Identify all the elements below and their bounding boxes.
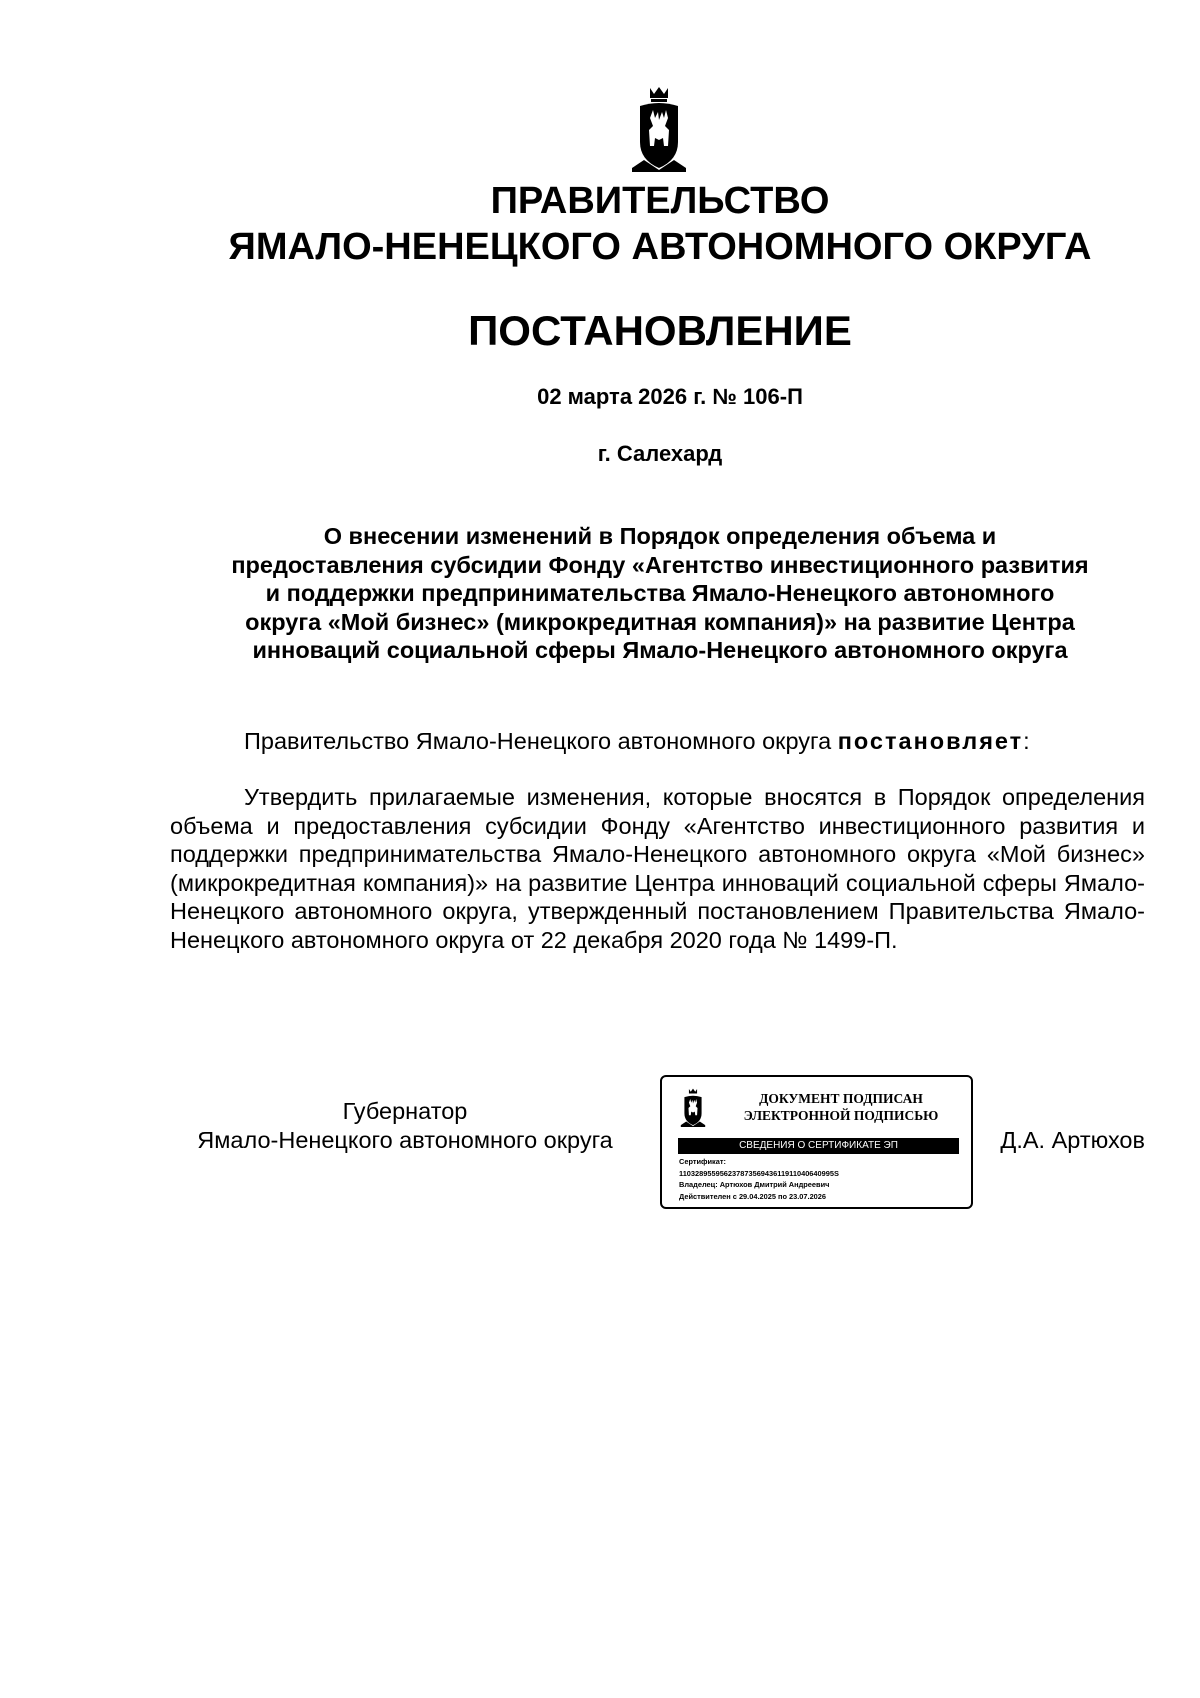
stamp-emblem-icon [679,1087,707,1129]
government-title-line2: ЯМАЛО-НЕНЕЦКОГО АВТОНОМНОГО ОКРУГА [228,226,1092,268]
document-type: ПОСТАНОВЛЕНИЕ [468,307,852,354]
resolve-prefix: Правительство Ямало-Ненецкого автономного округа [244,728,838,754]
signer-position-line2: Ямало-Ненецкого автономного округа [197,1126,613,1153]
resolve-verb: постановляет [837,728,1024,754]
subject-line: и поддержки предпринимательства Ямало-Ненецкого автономного [265,580,1055,606]
resolve-clause [170,726,1145,756]
stamp-certificate-bar: СВЕДЕНИЯ О СЕРТИФИКАТЕ ЭП [678,1138,959,1154]
stamp-validity: Действителен с 29.04.2025 по 23.07.2026 [679,1191,827,1201]
body-paragraph: Утвердить прилагаемые изменения, которые вносятся в Порядок определения объема и предоставления субсидии Фонду «Агентство инвестиционного развития и поддержки предпринимательства Ямало-Ненецкого автономного округа «Мой бизнес» (микрокредитная компания)» на развитие Центра инноваций социальной сферы Ямало-Ненецкого автономного округа, утвержденный постановлением Правительства Ямало-Ненецкого автономного округа от 22 декабря 2020 года № 1499-П. [170,784,1145,953]
document-subject [170,522,1150,665]
stamp-cert-number: 11032895595623787356943611911040640995S [679,1168,839,1178]
subject-line: инноваций социальной сферы Ямало-Ненецкого автономного округа [252,637,1068,663]
signer-position [170,1097,640,1154]
document-date-number: 02 марта 2026 г. № 106-П [537,384,803,409]
stamp-cert-label: Сертификат: [679,1157,726,1166]
coat-of-arms-emblem [628,84,690,176]
stamp-heading-line2: ЭЛЕКТРОННОЙ ПОДПИСЬЮ [743,1108,939,1123]
government-title [0,178,1200,270]
stamp-owner: Владелец: Артюхов Дмитрий Андреевич [679,1180,830,1189]
subject-line: О внесении изменений в Порядок определения объема и [323,523,997,549]
subject-line: предоставления субсидии Фонду «Агентство инвестиционного развития [231,551,1089,578]
signer-name: Д.А. Артюхов [1000,1127,1145,1153]
electronic-signature-stamp [660,1075,973,1209]
resolve-suffix: : [1023,728,1030,754]
stamp-certificate-info [679,1156,964,1202]
document-place: г. Салехард [597,441,723,466]
government-title-line1: ПРАВИТЕЛЬСТВО [490,180,830,222]
stamp-heading-line1: ДОКУМЕНТ ПОДПИСАН [759,1091,923,1106]
subject-line: округа «Мой бизнес» (микрокредитная компания)» на развитие Центра [245,608,1075,635]
stamp-heading [712,1090,970,1124]
signer-position-line1: Губернатор [342,1098,468,1124]
